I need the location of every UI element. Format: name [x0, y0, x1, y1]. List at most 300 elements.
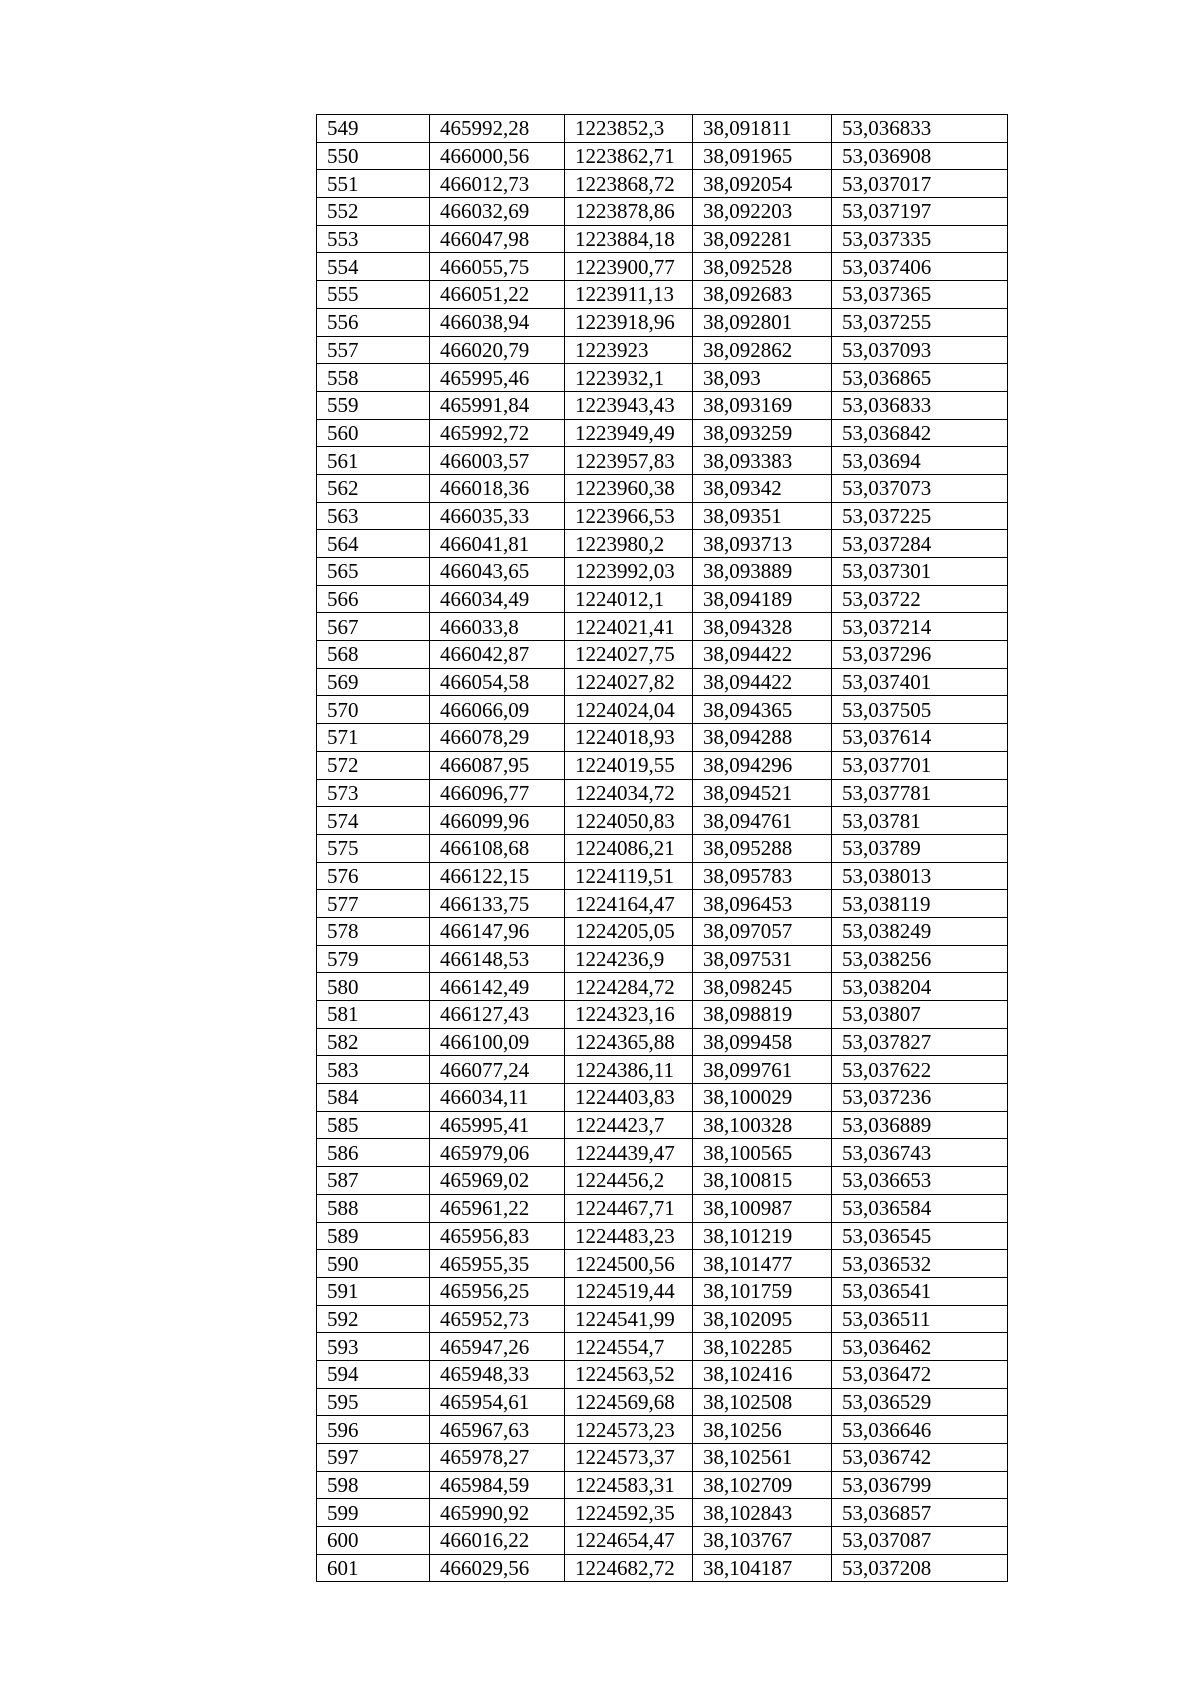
y-coordinate-cell: 1223992,03	[565, 558, 693, 586]
x-coordinate-cell: 466018,36	[430, 474, 565, 502]
point-number-cell: 553	[317, 225, 430, 253]
longitude-cell: 38,094422	[693, 668, 832, 696]
y-coordinate-cell: 1224573,23	[565, 1416, 693, 1444]
y-coordinate-cell: 1223960,38	[565, 474, 693, 502]
y-coordinate-cell: 1223949,49	[565, 419, 693, 447]
y-coordinate-cell: 1223884,18	[565, 225, 693, 253]
x-coordinate-cell: 466012,73	[430, 170, 565, 198]
y-coordinate-cell: 1224500,56	[565, 1250, 693, 1278]
longitude-cell: 38,092054	[693, 170, 832, 198]
point-number-cell: 552	[317, 198, 430, 226]
longitude-cell: 38,102843	[693, 1499, 832, 1527]
latitude-cell: 53,036743	[832, 1139, 1008, 1167]
longitude-cell: 38,100987	[693, 1194, 832, 1222]
x-coordinate-cell: 466043,65	[430, 558, 565, 586]
point-number-cell: 570	[317, 696, 430, 724]
latitude-cell: 53,036833	[832, 391, 1008, 419]
table-row	[317, 1222, 1008, 1250]
x-coordinate-cell: 466122,15	[430, 862, 565, 890]
table-row	[317, 917, 1008, 945]
longitude-cell: 38,092801	[693, 308, 832, 336]
longitude-cell: 38,094288	[693, 724, 832, 752]
point-number-cell: 582	[317, 1028, 430, 1056]
table-row	[317, 696, 1008, 724]
x-coordinate-cell: 465990,92	[430, 1499, 565, 1527]
table-row	[317, 945, 1008, 973]
point-number-cell: 581	[317, 1001, 430, 1029]
table-row	[317, 198, 1008, 226]
y-coordinate-cell: 1224439,47	[565, 1139, 693, 1167]
x-coordinate-cell: 466000,56	[430, 142, 565, 170]
x-coordinate-cell: 466016,22	[430, 1527, 565, 1555]
point-number-cell: 598	[317, 1471, 430, 1499]
longitude-cell: 38,10256	[693, 1416, 832, 1444]
table-row	[317, 115, 1008, 143]
point-number-cell: 595	[317, 1388, 430, 1416]
y-coordinate-cell: 1224483,23	[565, 1222, 693, 1250]
point-number-cell: 575	[317, 834, 430, 862]
longitude-cell: 38,098245	[693, 973, 832, 1001]
longitude-cell: 38,101759	[693, 1277, 832, 1305]
table-row	[317, 973, 1008, 1001]
longitude-cell: 38,099458	[693, 1028, 832, 1056]
longitude-cell: 38,103767	[693, 1527, 832, 1555]
latitude-cell: 53,037093	[832, 336, 1008, 364]
table-row	[317, 447, 1008, 475]
longitude-cell: 38,093169	[693, 391, 832, 419]
latitude-cell: 53,036472	[832, 1360, 1008, 1388]
table-row	[317, 253, 1008, 281]
longitude-cell: 38,096453	[693, 890, 832, 918]
latitude-cell: 53,036799	[832, 1471, 1008, 1499]
point-number-cell: 562	[317, 474, 430, 502]
x-coordinate-cell: 465952,73	[430, 1305, 565, 1333]
latitude-cell: 53,038119	[832, 890, 1008, 918]
longitude-cell: 38,095783	[693, 862, 832, 890]
latitude-cell: 53,036742	[832, 1444, 1008, 1472]
point-number-cell: 561	[317, 447, 430, 475]
longitude-cell: 38,097531	[693, 945, 832, 973]
longitude-cell: 38,093889	[693, 558, 832, 586]
longitude-cell: 38,102095	[693, 1305, 832, 1333]
latitude-cell: 53,037255	[832, 308, 1008, 336]
x-coordinate-cell: 466035,33	[430, 502, 565, 530]
y-coordinate-cell: 1224027,75	[565, 641, 693, 669]
x-coordinate-cell: 466078,29	[430, 724, 565, 752]
table-row	[317, 1084, 1008, 1112]
latitude-cell: 53,036529	[832, 1388, 1008, 1416]
x-coordinate-cell: 465992,28	[430, 115, 565, 143]
table-row	[317, 641, 1008, 669]
longitude-cell: 38,102416	[693, 1360, 832, 1388]
y-coordinate-cell: 1224403,83	[565, 1084, 693, 1112]
table-row	[317, 890, 1008, 918]
longitude-cell: 38,102561	[693, 1444, 832, 1472]
y-coordinate-cell: 1224021,41	[565, 613, 693, 641]
latitude-cell: 53,037505	[832, 696, 1008, 724]
y-coordinate-cell: 1224236,9	[565, 945, 693, 973]
table-row	[317, 1167, 1008, 1195]
latitude-cell: 53,037284	[832, 530, 1008, 558]
table-row	[317, 1305, 1008, 1333]
latitude-cell: 53,038249	[832, 917, 1008, 945]
x-coordinate-cell: 466038,94	[430, 308, 565, 336]
longitude-cell: 38,102709	[693, 1471, 832, 1499]
point-number-cell: 585	[317, 1111, 430, 1139]
y-coordinate-cell: 1223980,2	[565, 530, 693, 558]
table-row	[317, 502, 1008, 530]
table-row	[317, 474, 1008, 502]
x-coordinate-cell: 465956,25	[430, 1277, 565, 1305]
point-number-cell: 573	[317, 779, 430, 807]
table-row	[317, 530, 1008, 558]
point-number-cell: 579	[317, 945, 430, 973]
y-coordinate-cell: 1223923	[565, 336, 693, 364]
x-coordinate-cell: 465954,61	[430, 1388, 565, 1416]
longitude-cell: 38,094365	[693, 696, 832, 724]
longitude-cell: 38,093383	[693, 447, 832, 475]
latitude-cell: 53,036584	[832, 1194, 1008, 1222]
y-coordinate-cell: 1224365,88	[565, 1028, 693, 1056]
point-number-cell: 592	[317, 1305, 430, 1333]
table-row	[317, 585, 1008, 613]
latitude-cell: 53,036462	[832, 1333, 1008, 1361]
table-row	[317, 1416, 1008, 1444]
y-coordinate-cell: 1224592,35	[565, 1499, 693, 1527]
point-number-cell: 574	[317, 807, 430, 835]
latitude-cell: 53,036857	[832, 1499, 1008, 1527]
table-row	[317, 1388, 1008, 1416]
x-coordinate-cell: 466077,24	[430, 1056, 565, 1084]
longitude-cell: 38,094422	[693, 641, 832, 669]
point-number-cell: 569	[317, 668, 430, 696]
latitude-cell: 53,037017	[832, 170, 1008, 198]
latitude-cell: 53,036541	[832, 1277, 1008, 1305]
latitude-cell: 53,036842	[832, 419, 1008, 447]
y-coordinate-cell: 1224086,21	[565, 834, 693, 862]
latitude-cell: 53,03789	[832, 834, 1008, 862]
longitude-cell: 38,094296	[693, 751, 832, 779]
x-coordinate-cell: 466133,75	[430, 890, 565, 918]
latitude-cell: 53,037827	[832, 1028, 1008, 1056]
y-coordinate-cell: 1224119,51	[565, 862, 693, 890]
table-row	[317, 225, 1008, 253]
x-coordinate-cell: 465995,46	[430, 364, 565, 392]
y-coordinate-cell: 1224164,47	[565, 890, 693, 918]
longitude-cell: 38,094328	[693, 613, 832, 641]
y-coordinate-cell: 1224554,7	[565, 1333, 693, 1361]
point-number-cell: 566	[317, 585, 430, 613]
x-coordinate-cell: 466034,11	[430, 1084, 565, 1112]
x-coordinate-cell: 466003,57	[430, 447, 565, 475]
table-row	[317, 1056, 1008, 1084]
x-coordinate-cell: 465979,06	[430, 1139, 565, 1167]
latitude-cell: 53,036532	[832, 1250, 1008, 1278]
x-coordinate-cell: 466127,43	[430, 1001, 565, 1029]
point-number-cell: 590	[317, 1250, 430, 1278]
latitude-cell: 53,036908	[832, 142, 1008, 170]
longitude-cell: 38,099761	[693, 1056, 832, 1084]
y-coordinate-cell: 1224012,1	[565, 585, 693, 613]
latitude-cell: 53,037087	[832, 1527, 1008, 1555]
point-number-cell: 558	[317, 364, 430, 392]
point-number-cell: 550	[317, 142, 430, 170]
x-coordinate-cell: 466066,09	[430, 696, 565, 724]
point-number-cell: 584	[317, 1084, 430, 1112]
y-coordinate-cell: 1223957,83	[565, 447, 693, 475]
latitude-cell: 53,036889	[832, 1111, 1008, 1139]
latitude-cell: 53,037701	[832, 751, 1008, 779]
x-coordinate-cell: 465956,83	[430, 1222, 565, 1250]
latitude-cell: 53,037406	[832, 253, 1008, 281]
coordinates-table-body	[317, 115, 1008, 1582]
y-coordinate-cell: 1223878,86	[565, 198, 693, 226]
latitude-cell: 53,037073	[832, 474, 1008, 502]
longitude-cell: 38,092203	[693, 198, 832, 226]
point-number-cell: 557	[317, 336, 430, 364]
point-number-cell: 599	[317, 1499, 430, 1527]
longitude-cell: 38,091811	[693, 115, 832, 143]
latitude-cell: 53,038256	[832, 945, 1008, 973]
y-coordinate-cell: 1223918,96	[565, 308, 693, 336]
point-number-cell: 571	[317, 724, 430, 752]
point-number-cell: 587	[317, 1167, 430, 1195]
x-coordinate-cell: 466042,87	[430, 641, 565, 669]
table-row	[317, 1111, 1008, 1139]
latitude-cell: 53,038204	[832, 973, 1008, 1001]
y-coordinate-cell: 1224569,68	[565, 1388, 693, 1416]
longitude-cell: 38,094761	[693, 807, 832, 835]
y-coordinate-cell: 1223852,3	[565, 115, 693, 143]
table-row	[317, 1001, 1008, 1029]
point-number-cell: 586	[317, 1139, 430, 1167]
table-row	[317, 419, 1008, 447]
latitude-cell: 53,037225	[832, 502, 1008, 530]
table-row	[317, 1139, 1008, 1167]
latitude-cell: 53,036511	[832, 1305, 1008, 1333]
table-row	[317, 862, 1008, 890]
x-coordinate-cell: 466099,96	[430, 807, 565, 835]
table-row	[317, 281, 1008, 309]
longitude-cell: 38,092862	[693, 336, 832, 364]
point-number-cell: 564	[317, 530, 430, 558]
y-coordinate-cell: 1224467,71	[565, 1194, 693, 1222]
x-coordinate-cell: 465955,35	[430, 1250, 565, 1278]
x-coordinate-cell: 465961,22	[430, 1194, 565, 1222]
latitude-cell: 53,03722	[832, 585, 1008, 613]
point-number-cell: 594	[317, 1360, 430, 1388]
point-number-cell: 576	[317, 862, 430, 890]
table-row	[317, 1277, 1008, 1305]
latitude-cell: 53,03694	[832, 447, 1008, 475]
table-row	[317, 1333, 1008, 1361]
x-coordinate-cell: 465992,72	[430, 419, 565, 447]
x-coordinate-cell: 466054,58	[430, 668, 565, 696]
table-row	[317, 1554, 1008, 1582]
latitude-cell: 53,037622	[832, 1056, 1008, 1084]
latitude-cell: 53,037236	[832, 1084, 1008, 1112]
y-coordinate-cell: 1223868,72	[565, 170, 693, 198]
x-coordinate-cell: 466055,75	[430, 253, 565, 281]
latitude-cell: 53,03807	[832, 1001, 1008, 1029]
latitude-cell: 53,037301	[832, 558, 1008, 586]
table-row	[317, 1028, 1008, 1056]
longitude-cell: 38,092683	[693, 281, 832, 309]
longitude-cell: 38,093713	[693, 530, 832, 558]
longitude-cell: 38,100815	[693, 1167, 832, 1195]
point-number-cell: 600	[317, 1527, 430, 1555]
longitude-cell: 38,097057	[693, 917, 832, 945]
x-coordinate-cell: 466033,8	[430, 613, 565, 641]
longitude-cell: 38,104187	[693, 1554, 832, 1582]
point-number-cell: 589	[317, 1222, 430, 1250]
longitude-cell: 38,101219	[693, 1222, 832, 1250]
point-number-cell: 596	[317, 1416, 430, 1444]
latitude-cell: 53,037208	[832, 1554, 1008, 1582]
longitude-cell: 38,095288	[693, 834, 832, 862]
table-row	[317, 336, 1008, 364]
y-coordinate-cell: 1224423,7	[565, 1111, 693, 1139]
y-coordinate-cell: 1224573,37	[565, 1444, 693, 1472]
x-coordinate-cell: 466108,68	[430, 834, 565, 862]
table-row	[317, 613, 1008, 641]
y-coordinate-cell: 1223900,77	[565, 253, 693, 281]
x-coordinate-cell: 465991,84	[430, 391, 565, 419]
x-coordinate-cell: 465948,33	[430, 1360, 565, 1388]
point-number-cell: 551	[317, 170, 430, 198]
table-row	[317, 1527, 1008, 1555]
x-coordinate-cell: 466096,77	[430, 779, 565, 807]
longitude-cell: 38,094189	[693, 585, 832, 613]
y-coordinate-cell: 1224027,82	[565, 668, 693, 696]
x-coordinate-cell: 466032,69	[430, 198, 565, 226]
x-coordinate-cell: 466147,96	[430, 917, 565, 945]
point-number-cell: 563	[317, 502, 430, 530]
point-number-cell: 555	[317, 281, 430, 309]
latitude-cell: 53,036865	[832, 364, 1008, 392]
x-coordinate-cell: 465947,26	[430, 1333, 565, 1361]
y-coordinate-cell: 1224654,47	[565, 1527, 693, 1555]
y-coordinate-cell: 1223966,53	[565, 502, 693, 530]
y-coordinate-cell: 1224541,99	[565, 1305, 693, 1333]
table-row	[317, 751, 1008, 779]
table-row	[317, 1194, 1008, 1222]
table-row	[317, 558, 1008, 586]
latitude-cell: 53,036545	[832, 1222, 1008, 1250]
table-row	[317, 668, 1008, 696]
y-coordinate-cell: 1223932,1	[565, 364, 693, 392]
point-number-cell: 577	[317, 890, 430, 918]
point-number-cell: 580	[317, 973, 430, 1001]
longitude-cell: 38,094521	[693, 779, 832, 807]
x-coordinate-cell: 466047,98	[430, 225, 565, 253]
x-coordinate-cell: 465984,59	[430, 1471, 565, 1499]
x-coordinate-cell: 466142,49	[430, 973, 565, 1001]
y-coordinate-cell: 1224034,72	[565, 779, 693, 807]
y-coordinate-cell: 1224583,31	[565, 1471, 693, 1499]
longitude-cell: 38,091965	[693, 142, 832, 170]
longitude-cell: 38,092528	[693, 253, 832, 281]
y-coordinate-cell: 1224456,2	[565, 1167, 693, 1195]
x-coordinate-cell: 466100,09	[430, 1028, 565, 1056]
table-row	[317, 1360, 1008, 1388]
point-number-cell: 554	[317, 253, 430, 281]
coordinates-table	[316, 114, 1008, 1582]
longitude-cell: 38,093	[693, 364, 832, 392]
table-row	[317, 308, 1008, 336]
table-row	[317, 1499, 1008, 1527]
latitude-cell: 53,036653	[832, 1167, 1008, 1195]
longitude-cell: 38,102508	[693, 1388, 832, 1416]
point-number-cell: 568	[317, 641, 430, 669]
latitude-cell: 53,038013	[832, 862, 1008, 890]
point-number-cell: 593	[317, 1333, 430, 1361]
y-coordinate-cell: 1224019,55	[565, 751, 693, 779]
x-coordinate-cell: 465967,63	[430, 1416, 565, 1444]
point-number-cell: 591	[317, 1277, 430, 1305]
table-row	[317, 142, 1008, 170]
y-coordinate-cell: 1223943,43	[565, 391, 693, 419]
latitude-cell: 53,037335	[832, 225, 1008, 253]
point-number-cell: 578	[317, 917, 430, 945]
point-number-cell: 588	[317, 1194, 430, 1222]
table-row	[317, 807, 1008, 835]
point-number-cell: 583	[317, 1056, 430, 1084]
table-row	[317, 391, 1008, 419]
x-coordinate-cell: 466029,56	[430, 1554, 565, 1582]
point-number-cell: 597	[317, 1444, 430, 1472]
latitude-cell: 53,03781	[832, 807, 1008, 835]
latitude-cell: 53,037296	[832, 641, 1008, 669]
latitude-cell: 53,037197	[832, 198, 1008, 226]
longitude-cell: 38,101477	[693, 1250, 832, 1278]
point-number-cell: 556	[317, 308, 430, 336]
y-coordinate-cell: 1223862,71	[565, 142, 693, 170]
y-coordinate-cell: 1224284,72	[565, 973, 693, 1001]
y-coordinate-cell: 1224018,93	[565, 724, 693, 752]
longitude-cell: 38,100565	[693, 1139, 832, 1167]
point-number-cell: 572	[317, 751, 430, 779]
latitude-cell: 53,036833	[832, 115, 1008, 143]
table-row	[317, 1471, 1008, 1499]
table-row	[317, 724, 1008, 752]
point-number-cell: 549	[317, 115, 430, 143]
longitude-cell: 38,100029	[693, 1084, 832, 1112]
latitude-cell: 53,037365	[832, 281, 1008, 309]
table-row	[317, 1444, 1008, 1472]
longitude-cell: 38,09351	[693, 502, 832, 530]
longitude-cell: 38,09342	[693, 474, 832, 502]
longitude-cell: 38,102285	[693, 1333, 832, 1361]
x-coordinate-cell: 465995,41	[430, 1111, 565, 1139]
y-coordinate-cell: 1224205,05	[565, 917, 693, 945]
x-coordinate-cell: 465969,02	[430, 1167, 565, 1195]
y-coordinate-cell: 1224323,16	[565, 1001, 693, 1029]
y-coordinate-cell: 1224519,44	[565, 1277, 693, 1305]
y-coordinate-cell: 1223911,13	[565, 281, 693, 309]
latitude-cell: 53,037214	[832, 613, 1008, 641]
x-coordinate-cell: 466020,79	[430, 336, 565, 364]
table-row	[317, 170, 1008, 198]
latitude-cell: 53,037781	[832, 779, 1008, 807]
point-number-cell: 567	[317, 613, 430, 641]
longitude-cell: 38,100328	[693, 1111, 832, 1139]
table-row	[317, 364, 1008, 392]
x-coordinate-cell: 466041,81	[430, 530, 565, 558]
table-row	[317, 834, 1008, 862]
latitude-cell: 53,037401	[832, 668, 1008, 696]
x-coordinate-cell: 466148,53	[430, 945, 565, 973]
